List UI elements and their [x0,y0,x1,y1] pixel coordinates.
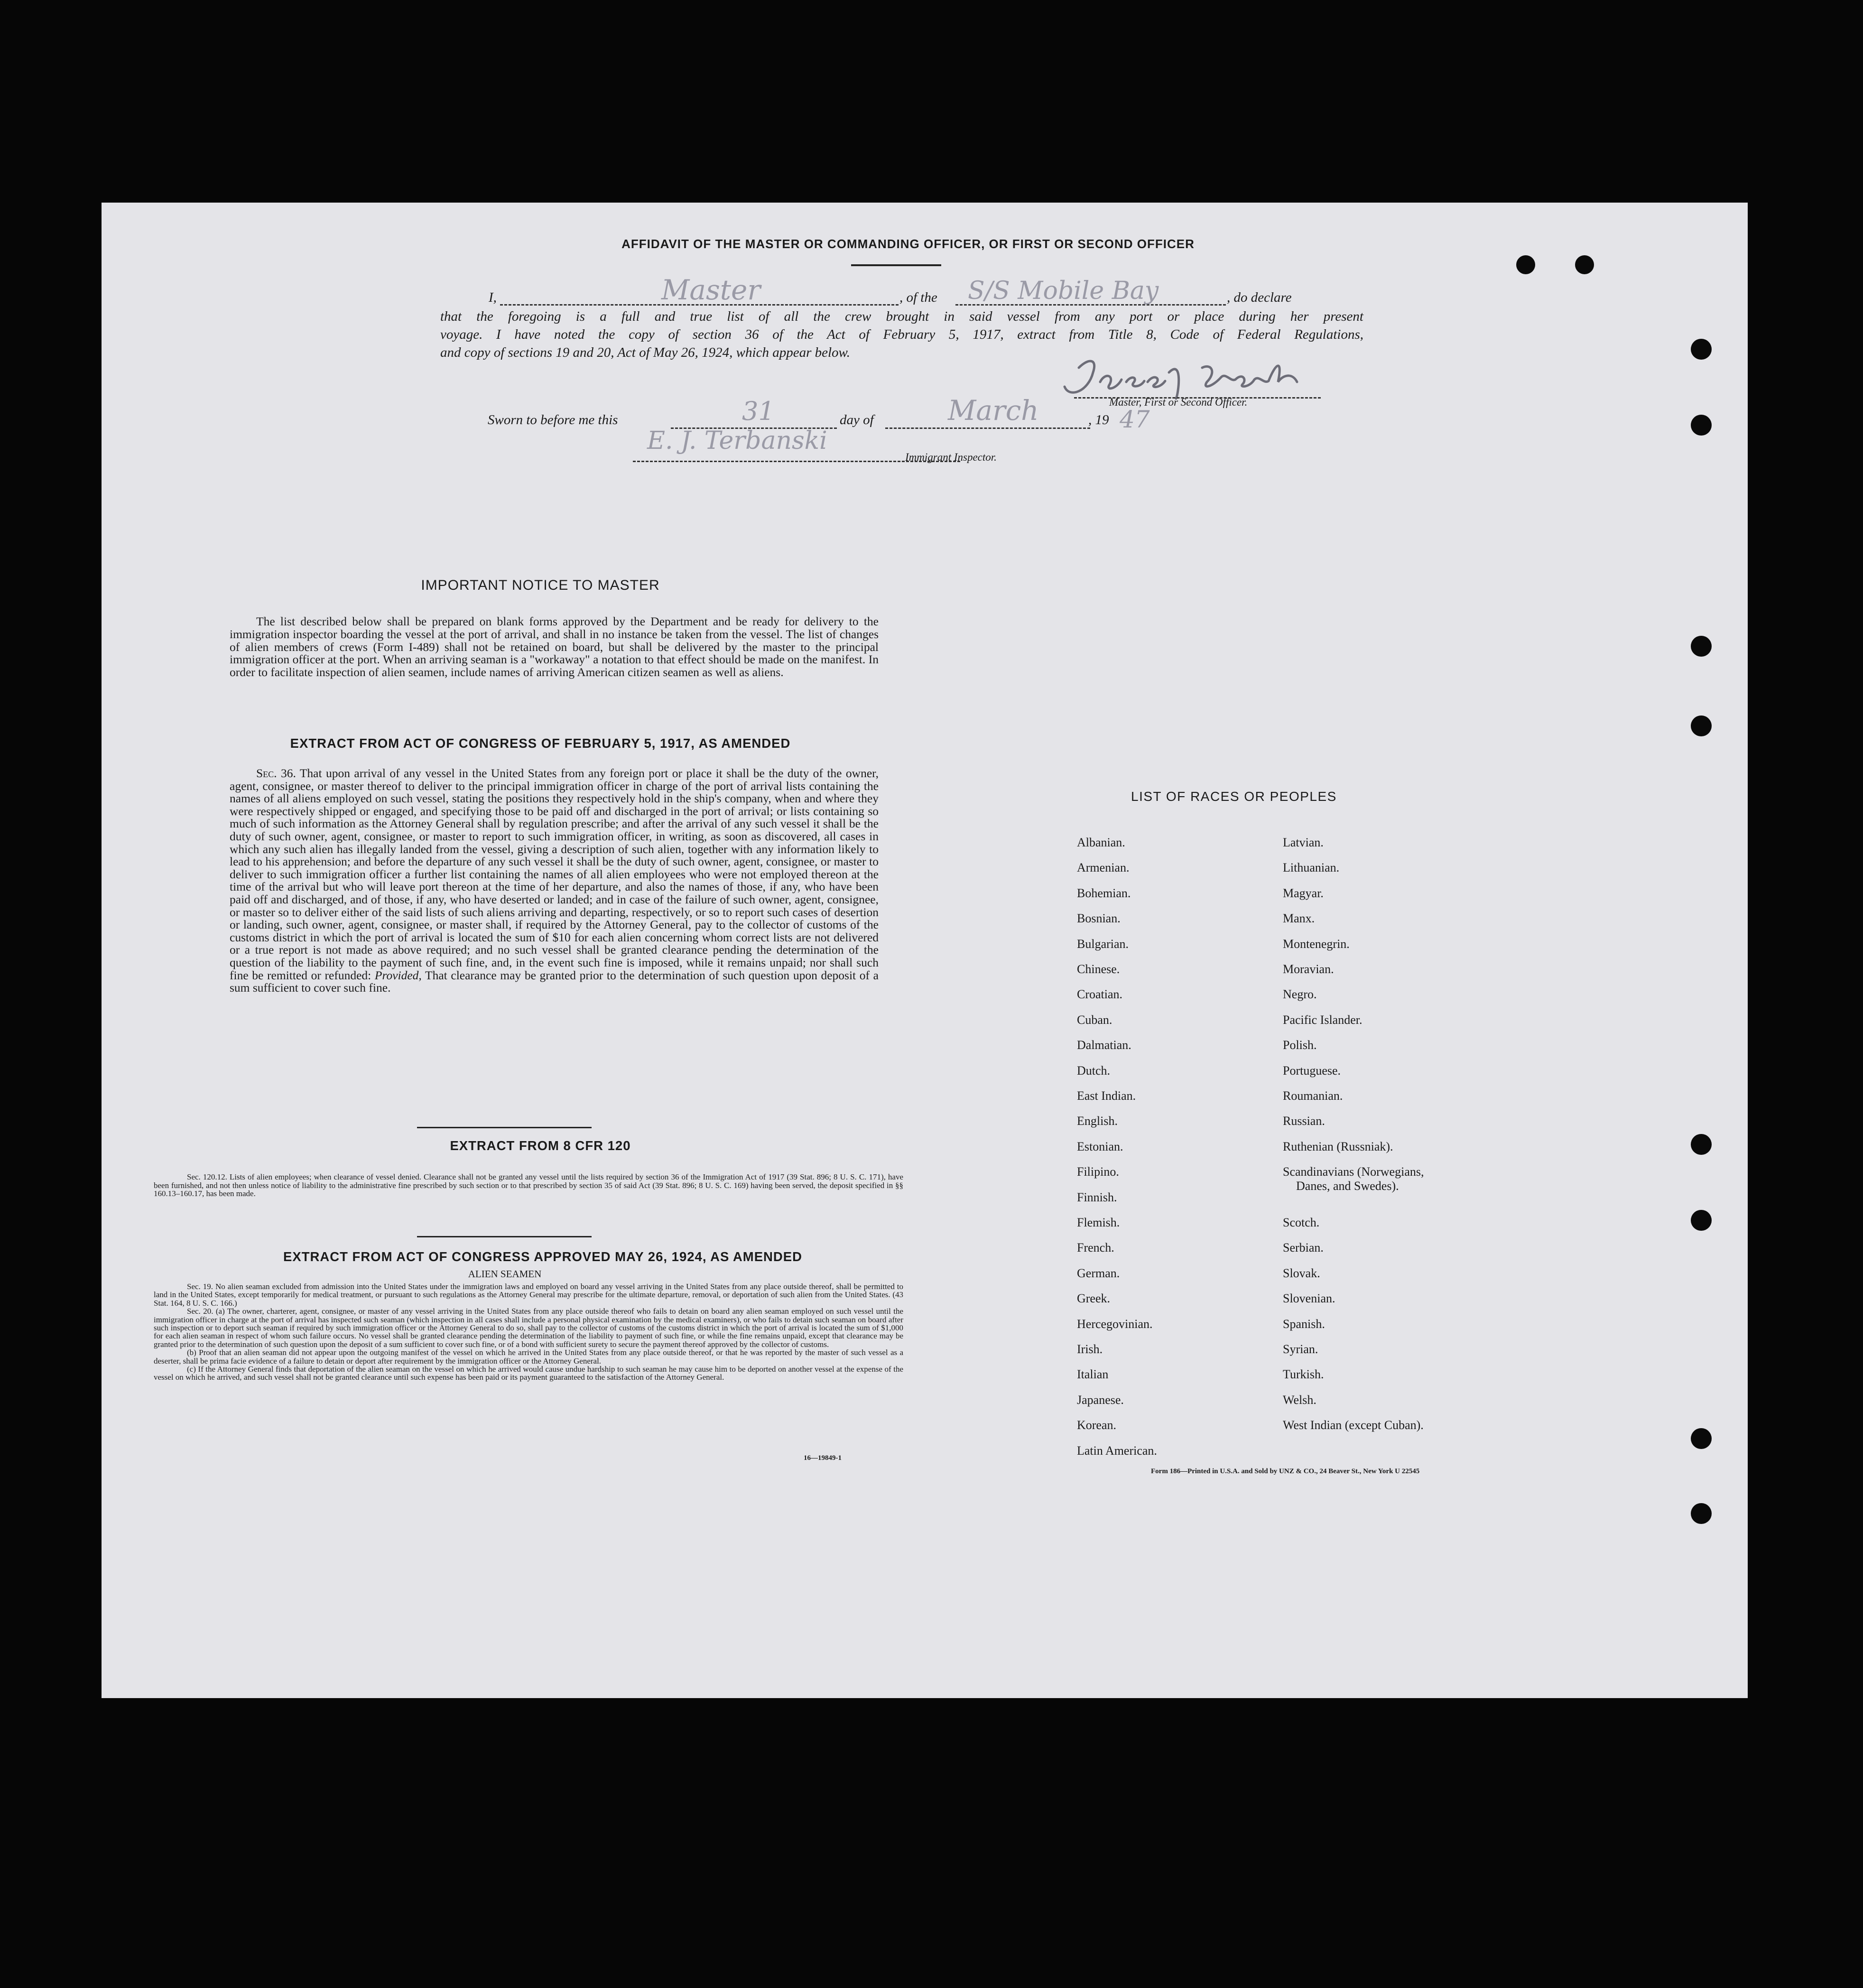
provided-label: Provided, [374,968,422,982]
race-item: Russian. [1283,1114,1325,1128]
race-item: Greek. [1077,1291,1111,1306]
binder-hole [1691,636,1712,657]
races-title: LIST OF RACES OR PEOPLES [1131,789,1337,804]
affidavit-line-4: and copy of sections 19 and 20, Act of May 26, 1924, which appear below. [440,345,850,360]
race-item: Lithuanian. [1283,861,1340,875]
race-item: Dalmatian. [1077,1038,1131,1052]
race-item: Turkish. [1283,1367,1324,1382]
race-item: Portuguese. [1283,1063,1341,1078]
race-item: Dutch. [1077,1063,1111,1078]
provided-text: That clearance may be granted prior to the determination of such question upon deposit of a sum sufficient to cover such fine. [230,968,879,995]
race-item: Pacific Islander. [1283,1013,1362,1027]
race-item: Bulgarian. [1077,937,1129,951]
affidavit-title-rule [851,264,941,266]
affidavit-of-the-label: , of the [899,290,937,305]
race-item: English. [1077,1114,1118,1128]
binder-hole [1575,255,1594,274]
race-item: Spanish. [1283,1317,1325,1331]
extract-1917-rule [417,1127,592,1128]
race-item: Serbian. [1283,1241,1324,1255]
binder-hole [1691,1503,1712,1524]
race-item: Negro. [1283,987,1317,1002]
race-item: Montenegrin. [1283,937,1350,951]
race-item: Bohemian. [1077,886,1131,900]
year-handwritten: 47 [1120,406,1150,433]
binder-hole [1691,1210,1712,1231]
extract-1924-title: EXTRACT FROM ACT OF CONGRESS APPROVED MAY 26, 1924, AS AMENDED [283,1249,802,1264]
race-item: East Indian. [1077,1089,1136,1103]
race-item: Scandinavians (Norwegians, [1283,1165,1424,1179]
binder-hole [1516,255,1535,274]
binder-hole [1691,1428,1712,1449]
master-caption: Master, First or Second Officer. [1109,396,1248,408]
name-handwritten: Master [661,274,761,306]
race-item: Danes, and Swedes). [1296,1179,1399,1193]
race-item: Syrian. [1283,1342,1318,1356]
race-item: West Indian (except Cuban). [1283,1418,1424,1432]
race-item: Hercegovinian. [1077,1317,1153,1331]
sec-20a-text: Sec. 20. (a) The owner, charterer, agent, consignee, or master of any vessel arriving in the United States from any place outside thereof who fails to detain on board any alien seaman employed on such vessel until the immigration officer in charge at the port of arrival has inspected such seaman (which inspection in all cases shall include a personal physical examination by the medical examiners), or who fails to detain such seaman on board after such inspection or to deport such seaman if required by such immigration officer or the Attorney General to do so, shall pay to the collector of customs of the customs district in which the port of arrival is located the sum of $1,000 for each alien seaman in respect of whom such failure occurs. No vessel shall be granted clearance pending the determination of the liability to payment of such fine, or while the fine remains unpaid, except that clearance may be granted prior to the determination of such question upon the deposit of a sum sufficient to cover such fine, or of a bond with sufficient surety to secure the payment thereof approved by the collector of customs. [154,1307,903,1349]
notice-title: IMPORTANT NOTICE TO MASTER [421,577,660,593]
extract-1924-subtitle: ALIEN SEAMEN [468,1268,542,1280]
sec-19-text: Sec. 19. No alien seaman excluded from admission into the United States under the immigration laws and employed on board any vessel arriving in the United States from any place outside thereof, shall be permitted to land in the United States, except temporarily for medical treatment, or pursuant to such regulations as the Attorney General may prescribe for the ultimate departure, removal, or deportation of such alien from the United States. (43 Stat. 164, 8 U. S. C. 166.) [154,1282,903,1308]
cfr-rule [417,1236,592,1237]
printer-footer: Form 186—Printed in U.S.A. and Sold by UNZ & CO., 24 Beaver St., New York U 22545 [1151,1468,1420,1475]
race-item: Ruthenian (Russniak). [1283,1139,1393,1153]
sec-20b-text: (b) Proof that an alien seaman did not appear upon the outgoing manifest of the vessel on which he arrived in the United States from any place outside thereof, or that he was reported by the master of such vessel as a deserter, shall be prima facie evidence of a failure to detain or deport after requirement by the immigration officer or the Attorney General. [154,1348,903,1366]
race-item: Chinese. [1077,962,1120,976]
document-page [102,203,1748,1698]
inspector-caption: Immigrant Inspector. [905,451,997,463]
extract-1917-body [230,767,879,994]
race-item: Albanian. [1077,836,1125,849]
race-item: Slovak. [1283,1266,1320,1280]
day-of-label: day of [840,412,874,427]
race-item: Latvian. [1283,836,1324,849]
race-item: Irish. [1077,1342,1103,1356]
sec-20c-text: (c) If the Attorney General finds that deportation of the alien seaman on the vessel on which he arrived would cause undue hardship to such seaman he may cause him to be deported on another vessel at the expense of the vessel on which he arrived, and such vessel shall not be granted clearance until such expense has been paid or its payment guaranteed to the satisfaction of the Attorney General. [154,1365,903,1382]
affidavit-line-3: voyage. I have noted the copy of section 36 of the Act of February 5, 1917, extract from Title 8, Code of Federal Regulations, [440,327,1363,342]
binder-hole [1691,715,1712,736]
month-line [885,427,1090,429]
affidavit-title: AFFIDAVIT OF THE MASTER OR COMMANDING OFFICER, OR FIRST OR SECOND OFFICER [621,237,1195,251]
affidavit-i-label: I, [489,290,497,305]
vessel-handwritten: S/S Mobile Bay [968,277,1159,305]
race-item: Italian [1077,1367,1109,1382]
month-handwritten: March [948,394,1039,427]
race-item: Manx. [1283,911,1315,926]
affidavit-declare-label: , do declare [1227,290,1292,305]
race-item: Welsh. [1283,1393,1316,1407]
race-item: Roumanian. [1283,1089,1343,1103]
binder-hole [1691,339,1712,360]
form-number: 16—19849-1 [804,1454,842,1462]
race-item: Bosnian. [1077,911,1121,926]
race-item: French. [1077,1241,1114,1255]
race-item: Armenian. [1077,861,1130,875]
race-item: Flemish. [1077,1216,1120,1229]
race-item: German. [1077,1266,1120,1280]
race-item: Scotch. [1283,1216,1320,1229]
sworn-label: Sworn to before me this [488,412,618,427]
race-item: Croatian. [1077,987,1123,1002]
inspector-signature: E. J. Terbanski [647,427,827,455]
race-item: Japanese. [1077,1393,1124,1407]
cfr-body: Sec. 120.12. Lists of alien employees; when clearance of vessel denied. Clearance shall not be granted any vessel until the lists required by section 36 of the Immigration Act of 1917 (39 Stat. 896; 8 U. S. C. 171), have been furnished, and not then unless notice of liability to the administrative fine prescribed by such section or to that prescribed by section 35 of said Act (39 Stat. 896; 8 U. S. C. 169) having been served, the deposit specified in §§ 160.13–160.17, has been made. [154,1172,903,1198]
sec-36-label: Sec. 36. [256,766,296,780]
sec-36-text: That upon arrival of any vessel in the United States from any foreign port or place it shall be the duty of the owner, agent, consignee, or master thereof to deliver to the principal immigration officer in charge of the port of arrival lists containing the names of all aliens employed on such vessel, stating the positions they respectively hold in the ship's company, when and where they were respectively shipped or engaged, and specifying those to be paid off and discharged in the port of arrival; or lists containing so much of such information as the Attorney General shall by regulation prescribe; and after the arrival of any such vessel it shall be the duty of such owner, agent, consignee, or master to report to such immigration officer, in writing, as soon as discovered, all cases in which any such alien has illegally landed from the vessel, giving a description of such alien, together with any information likely to lead to his apprehension; and before the departure of any such vessel it shall be the duty of such owner, agent, consignee, or master to deliver to such immigration officer a further list containing the names of all alien employees who were not employed thereon at the time of the arrival but who will leave port thereon at the time of her departure, and also the names of those, if any, who have been paid off and discharged, and of those, if any, who have deserted or landed; and in case of the failure of such owner, agent, consignee, or master so to deliver either of the said lists of such aliens arriving and departing, respectively, or so to report such cases of desertion or landing, such owner, agent, consignee, or master shall, if required by the Attorney General, pay to the collector of customs of the customs district in which the port of arrival is located the sum of $10 for each alien concerning whom correct lists are not delivered or a true report is not made as above required; and no such vessel shall be granted clearance pending the determination of the question of the liability to the payment of such fine, and, in the event such fine is imposed, while it remains unpaid; nor shall such fine be remitted or refunded: [230,766,879,982]
race-item: Cuban. [1077,1013,1112,1027]
notice-body: The list described below shall be prepared on blank forms approved by the Department and be ready for delivery to the immigration inspector boarding the vessel at the port of arrival, and shall in no instance be taken from the vessel. The list of changes of alien members of crews (Form I-489) shall not be retained on board, but shall be delivered by the master to the principal immigration officer at the port. When an arriving seaman is a "workaway" a notation to that effect should be made on the manifest. In order to facilitate inspection of alien seamen, include names of arriving American citizen seamen as well as aliens. [230,614,879,679]
race-item: Estonian. [1077,1139,1123,1153]
year-prefix: , 19 [1088,412,1109,427]
extract-1917-title: EXTRACT FROM ACT OF CONGRESS OF FEBRUARY 5, 1917, AS AMENDED [290,736,791,751]
cfr-title: EXTRACT FROM 8 CFR 120 [450,1138,631,1153]
race-item: Filipino. [1077,1165,1119,1179]
binder-hole [1691,415,1712,436]
race-item: Latin American. [1077,1443,1157,1458]
day-handwritten: 31 [742,396,775,426]
race-item: Slovenian. [1283,1291,1335,1306]
race-item: Moravian. [1283,962,1334,976]
affidavit-line-2: that the foregoing is a full and true list of all the crew brought in said vessel from any port or place during her present [440,309,1363,324]
race-item: Korean. [1077,1418,1117,1432]
race-item: Finnish. [1077,1190,1117,1204]
race-item: Magyar. [1283,886,1324,900]
extract-1924-sections [154,1282,903,1382]
race-item: Polish. [1283,1038,1317,1052]
binder-hole [1691,1134,1712,1155]
